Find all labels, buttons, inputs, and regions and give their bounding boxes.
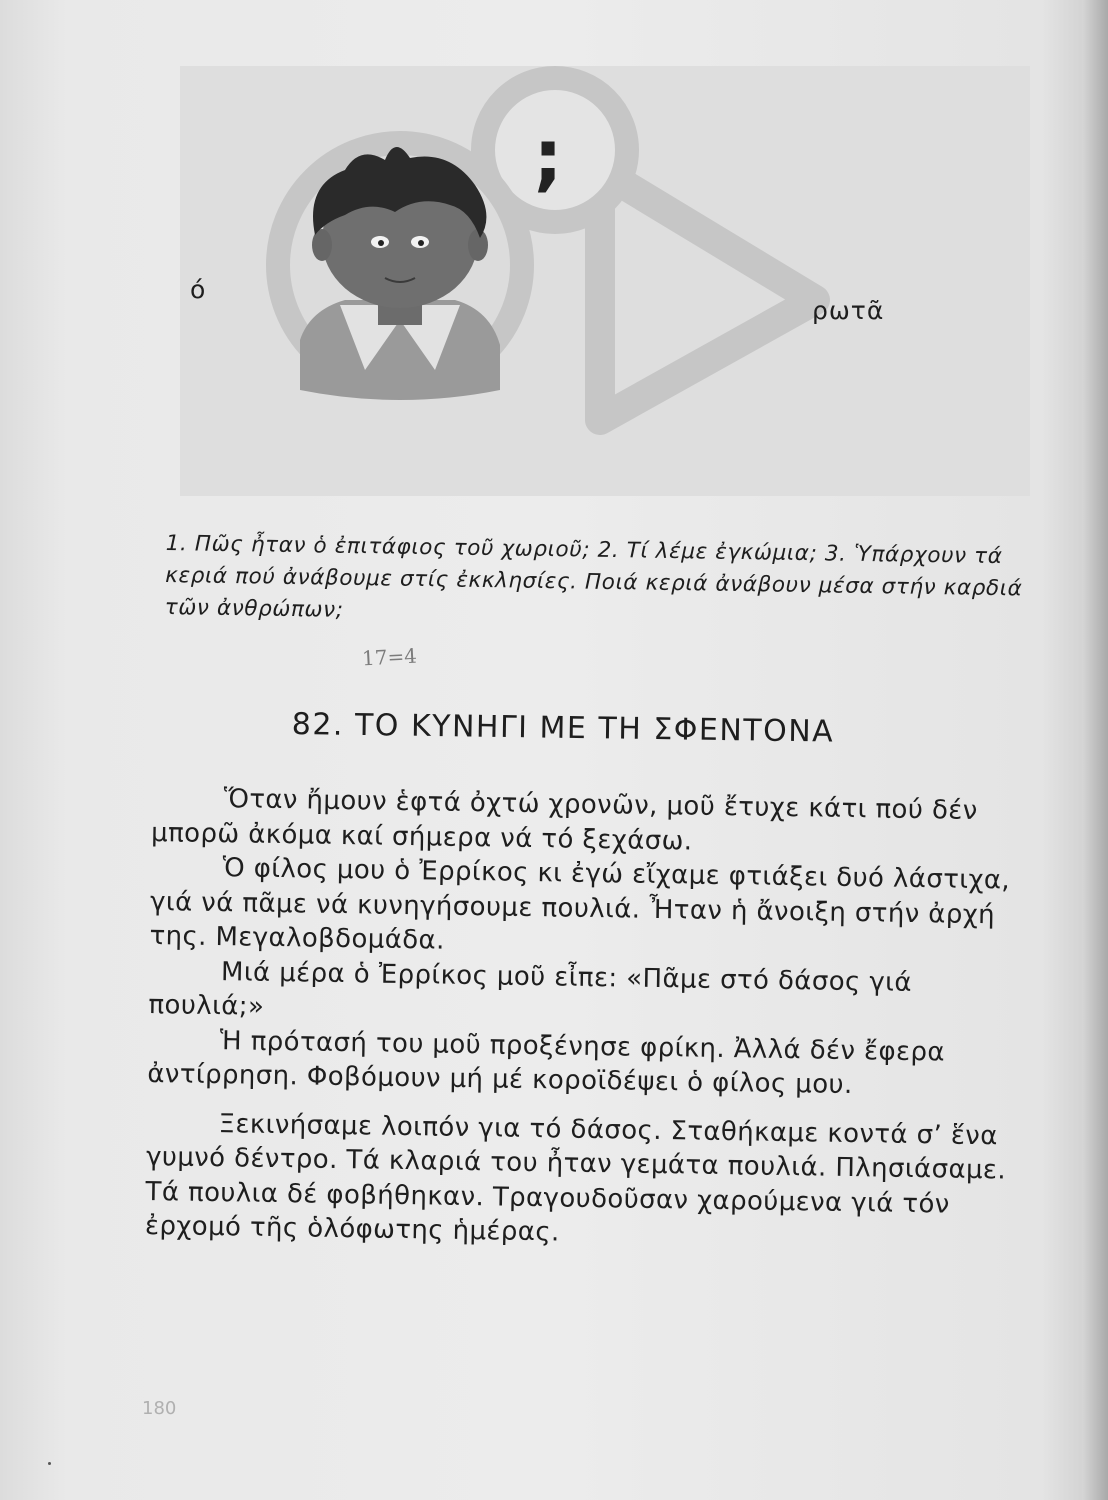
paper-speck [48, 1462, 51, 1465]
review-questions: 1. Πῶς ἦταν ὁ ἐπιτάφιος τοῦ χωριοῦ; 2. Τί λέμε ἐγκώμια; 3. Ὑπάρχουν τά κεριά πού ἀνάβουμε στίς ἐκκλησίες. Ποιά κεριά ἀνάβουν μέσα στήν καρδιά τῶν ἀνθρώπων; [164, 530, 1023, 623]
boy-pupil-left-shape [378, 240, 384, 246]
story-paragraph: Ἡ πρότασή του μοῦ προξένησε φρίκη. Ἀλλά δέν ἔφερα ἀντίρρηση. Φοβόμουν μή μέ κοροϊδέψει ὁ φίλος μου. [147, 1025, 946, 1101]
illustration-label-left: ό [190, 275, 206, 304]
triangle-arrow-shape [600, 170, 815, 420]
page-number: 180 [142, 1398, 177, 1419]
boy-question-icon [0, 0, 1108, 520]
story-paragraph: Μιά μέρα ὁ Ἐρρίκος μοῦ εἶπε: «Πᾶμε στό δάσος γιά πουλιά;» [148, 956, 913, 1022]
story-paragraph: Ξεκινήσαμε λοιπόν για τό δάσος. Σταθήκαμε κοντά σ’ ἕνα γυμνό δέντρο. Τά κλαριά του ἦταν γεμάτα πουλιά. Πλησιάσαμε. Τά πουλια δέ φοβήθηκαν. Τραγουδοῦσαν χαρούμενα γιά τόν ἐρχομό τῆς ὁλόφωτης ἡμέρας. [144, 1108, 1007, 1248]
handwritten-note: 17=4 [361, 643, 418, 671]
story-text [145, 781, 1022, 1257]
illustration-label-right: ρωτᾶ [812, 296, 885, 325]
question-mark-glyph: ; [533, 114, 563, 200]
boy-pupil-right-shape [418, 240, 424, 246]
chapter-title: 82. ΤΟ ΚΥΝΗΓΙ ΜΕ ΤΗ ΣΦΕΝΤΟΝΑ [291, 707, 835, 750]
story-paragraph: Ὁ φίλος μου ὁ Ἐρρίκος κι ἐγώ εἴχαμε φτιάξει δυό λάστιχα, γιά νά πᾶμε νά κυνηγήσουμε πουλιά. Ἦταν ἡ ἄνοιξη στήν ἀρχή της. Μεγαλοβδομάδα. [149, 853, 1011, 956]
boy-ear-right-shape [468, 229, 488, 261]
story-paragraph: Ὅταν ἤμουν ἑφτά ὀχτώ χρονῶν, μοῦ ἔτυχε κάτι πού δέν μπορῶ ἀκόμα καί σήμερα νά τό ξεχάσω. [150, 784, 978, 856]
